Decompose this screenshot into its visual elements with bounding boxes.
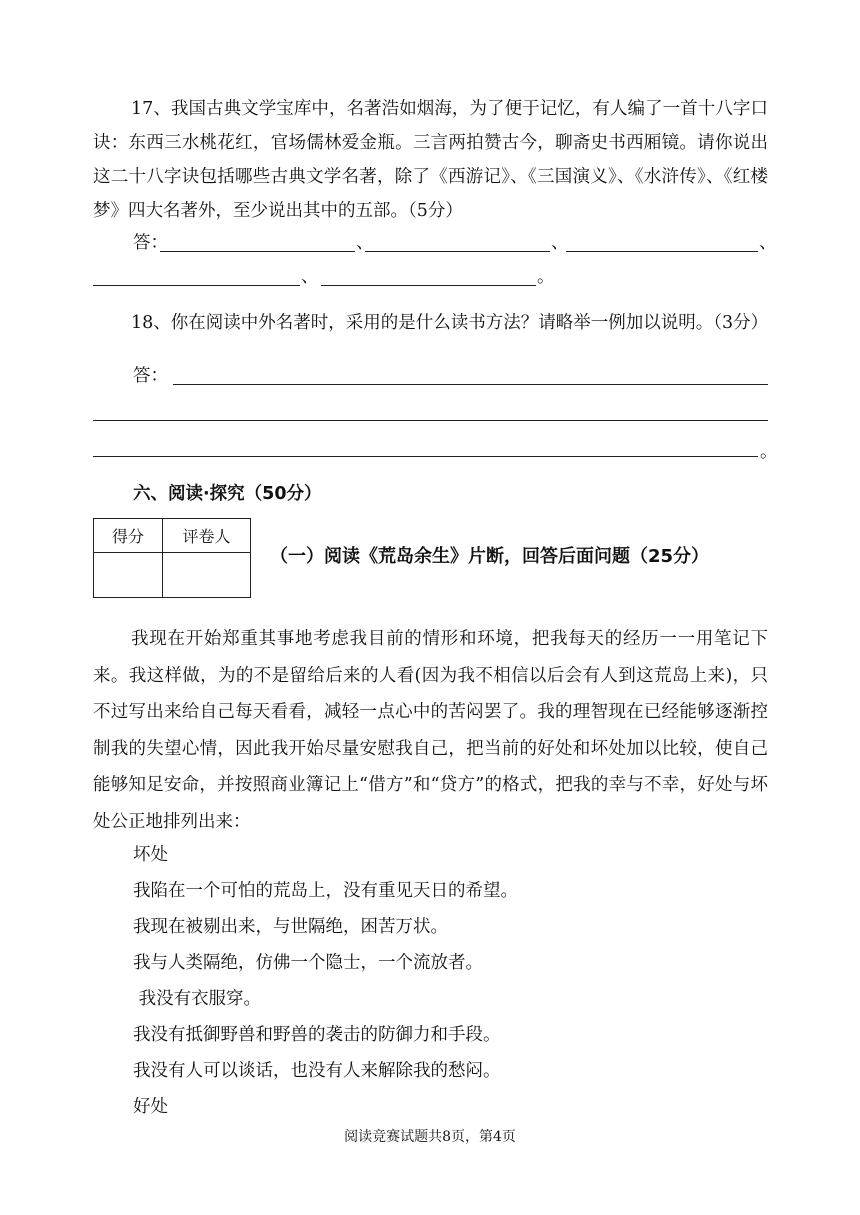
grader-cell[interactable] [163,553,251,598]
q17-answer-label: 答： [133,233,168,253]
score-table [93,518,251,598]
section-heading: 六、阅读·探究（50分） [133,484,322,504]
bad-item: 我陷在一个可怕的荒岛上，没有重见天日的希望。 [133,881,518,901]
bad-item: 我没有抵御野兽和野兽的袭击的防御力和手段。 [133,1025,501,1045]
score-cell[interactable] [94,553,163,598]
question-17-text: 17、我国古典文学宝库中，名著浩如烟海，为了便于记忆，有人编了一首十八字口诀：东西三水桃花红，官场儒林爱金瓶。三言两拍赞古今，聊斋史书西厢镜。请你说出这二十八字诀包括哪些古典文学名著，除了《西游记》、《三国演义》、《水浒传》、《红楼梦》四大名著外，至少说出其中的五部。（5分） [93,99,768,221]
q17-separator-1: 、 [356,233,374,253]
q17-answer-blank-5[interactable] [321,285,536,286]
q18-answer-line-3[interactable] [93,456,758,457]
reading-subheading: （一）阅读《荒岛余生》片断，回答后面问题（25分） [270,546,710,567]
q17-answer-blank-1[interactable] [160,251,355,252]
bad-item: 我没有人可以谈话，也没有人来解除我的愁闷。 [133,1061,501,1081]
good-label: 好处 [133,1097,168,1117]
passage-intro: 我现在开始郑重其事地考虑我目前的情形和环境，把我每天的经历一一用笔记下来。我这样做，为的不是留给后来的人看(因为我不相信以后会有人到这荒岛上来)，只不过写出来给自己每天看看，减轻一点心中的苦闷罢了。我的理智现在已经能够逐渐控制我的失望心情，因此我开始尽量安慰我自己，把当前的好处和坏处加以比较，使自己能够知足安命，并按照商业簿记上“借方”和“贷方”的格式，把我的幸与不幸，好处与坏处公正地排列出来： [93,629,768,832]
q17-separator-2: 、 [551,233,569,253]
q17-end-mark: 。 [537,267,555,287]
q17-answer-blank-2[interactable] [365,251,550,252]
bad-item: 我现在被剔出来，与世隔绝，困苦万状。 [133,917,448,937]
score-header: 得分 [94,519,163,553]
q18-answer-label: 答： [133,366,168,386]
page-footer: 阅读竞赛试题共8页，第4页 [344,1129,516,1145]
bad-item: 我没有衣服穿。 [133,989,262,1009]
q17-separator-3: 、 [759,233,777,253]
question-18-text: 18、你在阅读中外名著时，采用的是什么读书方法？请略举一例加以说明。（3分） [131,313,769,333]
q18-end-mark: 。 [760,442,778,462]
q17-separator-4: 、 [301,267,319,287]
bad-item: 我与人类隔绝，仿佛一个隐士，一个流放者。 [133,953,483,973]
q18-answer-line-2[interactable] [93,420,768,421]
q17-answer-blank-3[interactable] [566,251,758,252]
bad-label: 坏处 [133,845,168,865]
grader-header: 评卷人 [163,519,251,553]
q17-answer-blank-4[interactable] [93,285,300,286]
q18-answer-line-1[interactable] [173,384,768,385]
